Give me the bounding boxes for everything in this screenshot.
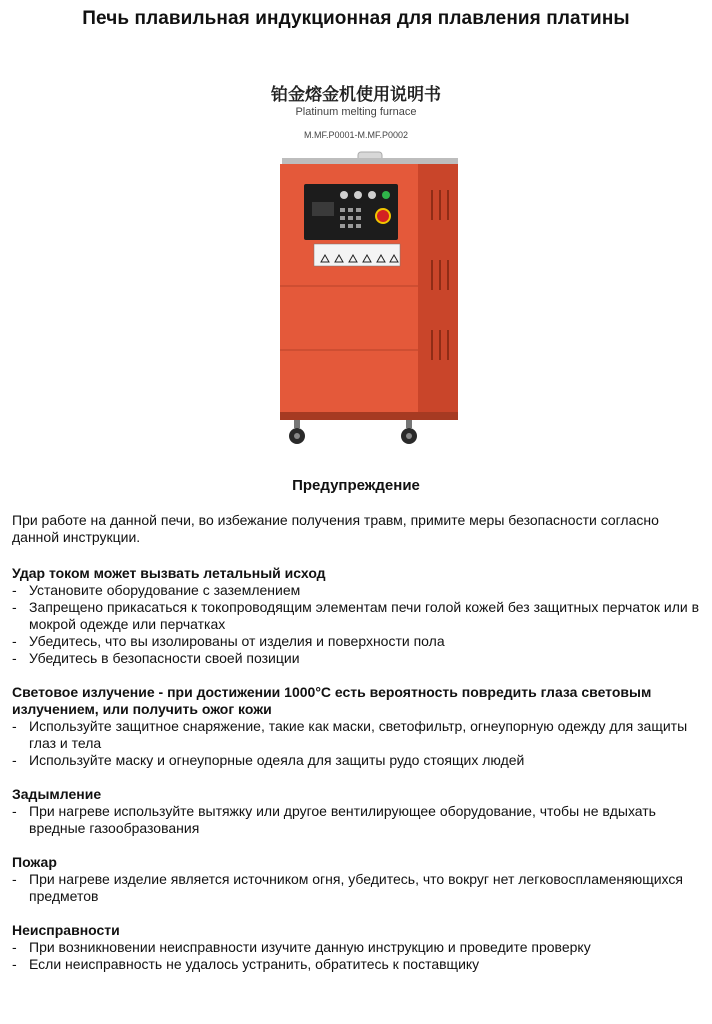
list-item bbox=[12, 582, 702, 599]
bullet-dash: - bbox=[12, 718, 17, 734]
list-item bbox=[12, 752, 702, 769]
list-item bbox=[12, 939, 702, 956]
warning-heading: Предупреждение bbox=[292, 477, 420, 494]
product-figure bbox=[200, 78, 512, 448]
section-malfunctions bbox=[12, 922, 702, 973]
list-item bbox=[12, 956, 702, 973]
furnace-side-panel bbox=[416, 164, 458, 416]
section-fire bbox=[12, 854, 702, 905]
list-item-text: При возникновении неисправности изучите данную инструкцию и проведите проверку bbox=[29, 939, 591, 955]
list-item bbox=[12, 803, 702, 837]
warning-label bbox=[314, 244, 400, 266]
list-item-text: Если неисправность не удалось устранить, обратитесь к поставщику bbox=[29, 956, 480, 972]
list-item-text: Используйте защитное снаряжение, такие как маски, светофильтр, огнеупорную одежду для защиты глаз и тела bbox=[29, 718, 688, 751]
section-title: Неисправности bbox=[12, 922, 120, 938]
bullet-dash: - bbox=[12, 939, 17, 955]
caster-wheel bbox=[289, 420, 305, 444]
list-item bbox=[12, 871, 702, 905]
section-title: Пожар bbox=[12, 854, 57, 870]
bullet-dash: - bbox=[12, 871, 17, 887]
control-knob bbox=[340, 191, 348, 199]
keypad bbox=[340, 208, 361, 228]
emergency-stop-button bbox=[376, 209, 390, 223]
bullet-dash: - bbox=[12, 752, 17, 768]
list-item-text: Убедитесь, что вы изолированы от изделия и поверхности пола bbox=[29, 633, 445, 649]
list-item-text: При нагреве изделие является источником огня, убедитесь, что вокруг нет легковоспламеняющихся предметов bbox=[29, 871, 683, 904]
start-button bbox=[382, 191, 390, 199]
list-item-text: Убедитесь в безопасности своей позиции bbox=[29, 650, 300, 666]
list-item-text: Запрещено прикасаться к токопроводящим элементам печи голой кожей без защитных перчаток или в мокрой одежде или перчатках bbox=[29, 599, 700, 632]
section-title: Удар током может вызвать летальный исход bbox=[12, 565, 326, 581]
figure-model-number: M.MF.P0001-M.MF.P0002 bbox=[303, 130, 409, 140]
list-item bbox=[12, 718, 702, 752]
section-light-radiation bbox=[12, 684, 702, 769]
list-item bbox=[12, 599, 702, 633]
bullet-dash: - bbox=[12, 582, 17, 598]
caster-wheel bbox=[401, 420, 417, 444]
list-item bbox=[12, 650, 702, 667]
intro-paragraph: При работе на данной печи, во избежание получения травм, примите меры безопасности согласно данной инструкции. bbox=[12, 512, 659, 545]
bullet-dash: - bbox=[12, 650, 17, 666]
figure-caption-english: Platinum melting furnace bbox=[295, 106, 417, 118]
bullet-dash: - bbox=[12, 633, 17, 649]
figure-caption-chinese: 铂金熔金机使用说明书 bbox=[271, 85, 441, 105]
furnace-base bbox=[280, 412, 458, 420]
list-item-text: При нагреве используйте вытяжку или другое вентилирующее оборудование, чтобы не вдыхать вредные газообразования bbox=[29, 803, 656, 836]
list-item bbox=[12, 633, 702, 650]
control-knob bbox=[368, 191, 376, 199]
section-title: Световое излучение - при достижении 1000°C есть вероятность повредить глаза световым излучением, или получить ожог кожи bbox=[12, 684, 652, 717]
display-screen bbox=[312, 202, 334, 216]
list-item-text: Используйте маску и огнеупорные одеяла для защиты рудо стоящих людей bbox=[29, 752, 525, 768]
bullet-dash: - bbox=[12, 599, 17, 615]
page-title: Печь плавильная индукционная для плавления платины bbox=[82, 8, 630, 29]
section-electric-shock bbox=[12, 565, 702, 667]
control-knob bbox=[354, 191, 362, 199]
section-title: Задымление bbox=[12, 786, 102, 802]
section-smoke bbox=[12, 786, 702, 837]
bullet-dash: - bbox=[12, 956, 17, 972]
furnace-image bbox=[200, 150, 512, 448]
instructions-body bbox=[12, 512, 702, 990]
bullet-dash: - bbox=[12, 803, 17, 819]
list-item-text: Установите оборудование с заземлением bbox=[29, 582, 301, 598]
